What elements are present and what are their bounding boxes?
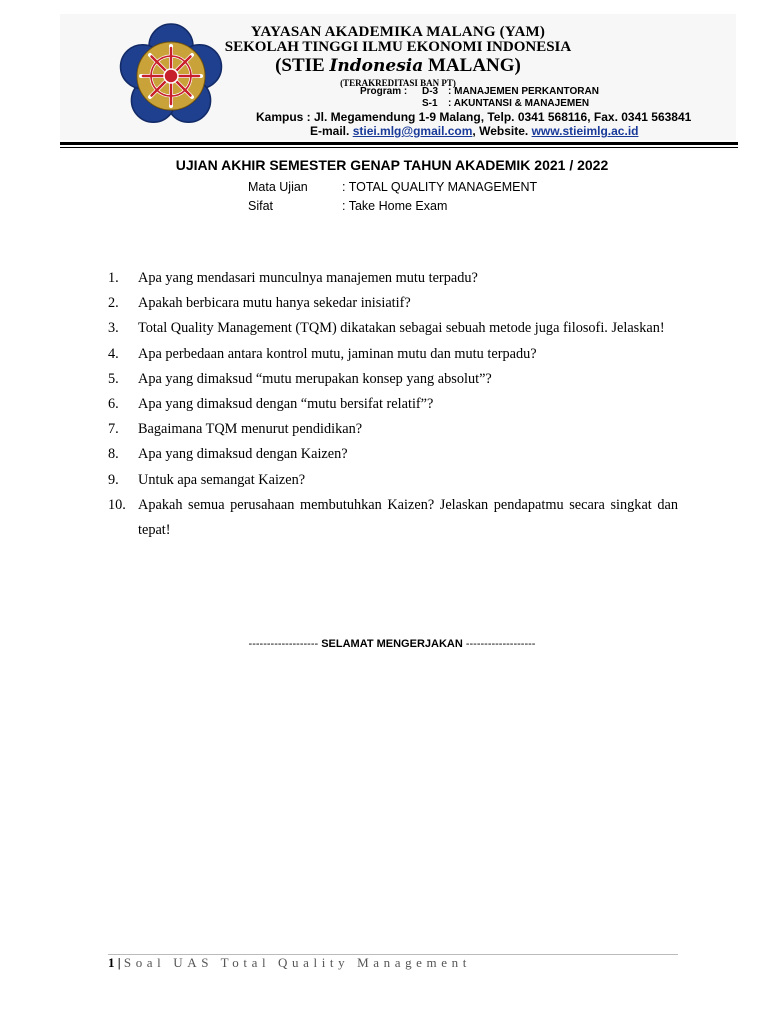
question-item [108, 367, 678, 392]
program-name: : MANAJEMEN PERKANTORAN [448, 86, 599, 97]
closing-dashes-right: ------------------- [462, 638, 536, 650]
question-number: 5. [108, 370, 119, 387]
question-text: Apa yang mendasari munculnya manajemen mutu terpadu? [138, 270, 478, 286]
ship-wheel-emblem-icon [112, 22, 230, 130]
question-number: 7. [108, 421, 119, 438]
question-text: Apa yang dimaksud “mutu merupakan konsep yang absolut”? [138, 370, 492, 387]
short-name-script: Indonesia [329, 56, 424, 76]
question-text: Untuk apa semangat Kaizen? [138, 471, 306, 488]
exam-title: UJIAN AKHIR SEMESTER GENAP TAHUN AKADEMIK 2021 / 2022 [175, 157, 609, 173]
question-number: 2. [108, 295, 119, 312]
question-number: 6. [108, 396, 119, 413]
question-item [108, 342, 678, 367]
page-number: 1 [108, 955, 115, 970]
school-name: SEKOLAH TINGGI ILMU EKONOMI INDONESIA [224, 39, 572, 55]
subject-value: : TOTAL QUALITY MANAGEMENT [342, 180, 538, 194]
question-number: 10. [108, 496, 126, 513]
website-link[interactable]: www.stieimlg.ac.id [531, 124, 639, 138]
footer-separator: | [114, 955, 124, 970]
closing-message [0, 638, 768, 650]
question-item [108, 417, 678, 442]
question-item [108, 266, 678, 291]
question-number: 9. [108, 471, 119, 488]
short-name-pre: (STIE [275, 55, 330, 76]
question-text: Bagaimana TQM menurut pendidikan? [138, 421, 363, 438]
page-footer [108, 955, 471, 971]
header-rule-thick [60, 142, 738, 145]
subject-label: Mata Ujian [248, 180, 308, 194]
contact-line [310, 124, 638, 138]
nature-label: Sifat [248, 199, 274, 213]
accreditation: (TERAKREDITASI BAN PT) [340, 78, 456, 88]
question-text: Apakah berbicara mutu hanya sekedar inisiatif? [138, 295, 411, 312]
question-list [108, 266, 678, 543]
question-item [108, 442, 678, 467]
question-number: 1. [108, 270, 119, 286]
question-number: 4. [108, 345, 119, 362]
foundation-name: YAYASAN AKADEMIKA MALANG (YAM) [250, 24, 546, 40]
question-item [108, 493, 678, 543]
program-name: : AKUNTANSI & MANAJEMEN [448, 98, 590, 109]
question-text: Total Quality Management (TQM) dikatakan sebagai sebuah metode juga filosofi. Jelaskan! [138, 320, 665, 337]
question-text: Apakah semua perusahaan membutuhkan Kaizen? Jelaskan pendapatmu secara singkat dan tepat! [138, 496, 678, 539]
footer-text: Soal UAS Total Quality Management [123, 955, 471, 970]
program-label: Program : [360, 86, 408, 97]
question-item [108, 316, 678, 341]
short-name-post: MALANG) [423, 55, 521, 76]
nature-value: : Take Home Exam [342, 199, 448, 213]
website-label: , Website. [472, 124, 532, 138]
header-rule-thin [60, 147, 738, 148]
question-item [108, 392, 678, 417]
email-link[interactable]: stiei.mlg@gmail.com [352, 124, 473, 138]
closing-text: SELAMAT MENGERJAKAN [321, 638, 463, 650]
question-item [108, 291, 678, 316]
program-level: D-3 [422, 86, 439, 97]
campus-address: Kampus : Jl. Megamendung 1-9 Malang, Telp. 0341 568116, Fax. 0341 563841 [256, 110, 692, 124]
closing-dashes-left: ------------------- [248, 638, 322, 650]
question-number: 8. [108, 446, 119, 463]
question-item [108, 468, 678, 493]
question-number: 3. [108, 320, 119, 337]
email-label: E-mail. [310, 124, 353, 138]
question-text: Apa yang dimaksud dengan Kaizen? [138, 446, 348, 463]
question-text: Apa perbedaan antara kontrol mutu, jaminan mutu dan mutu terpadu? [138, 345, 537, 362]
program-level: S-1 [422, 98, 438, 109]
question-text: Apa yang dimaksud dengan “mutu bersifat relatif”? [138, 396, 434, 413]
